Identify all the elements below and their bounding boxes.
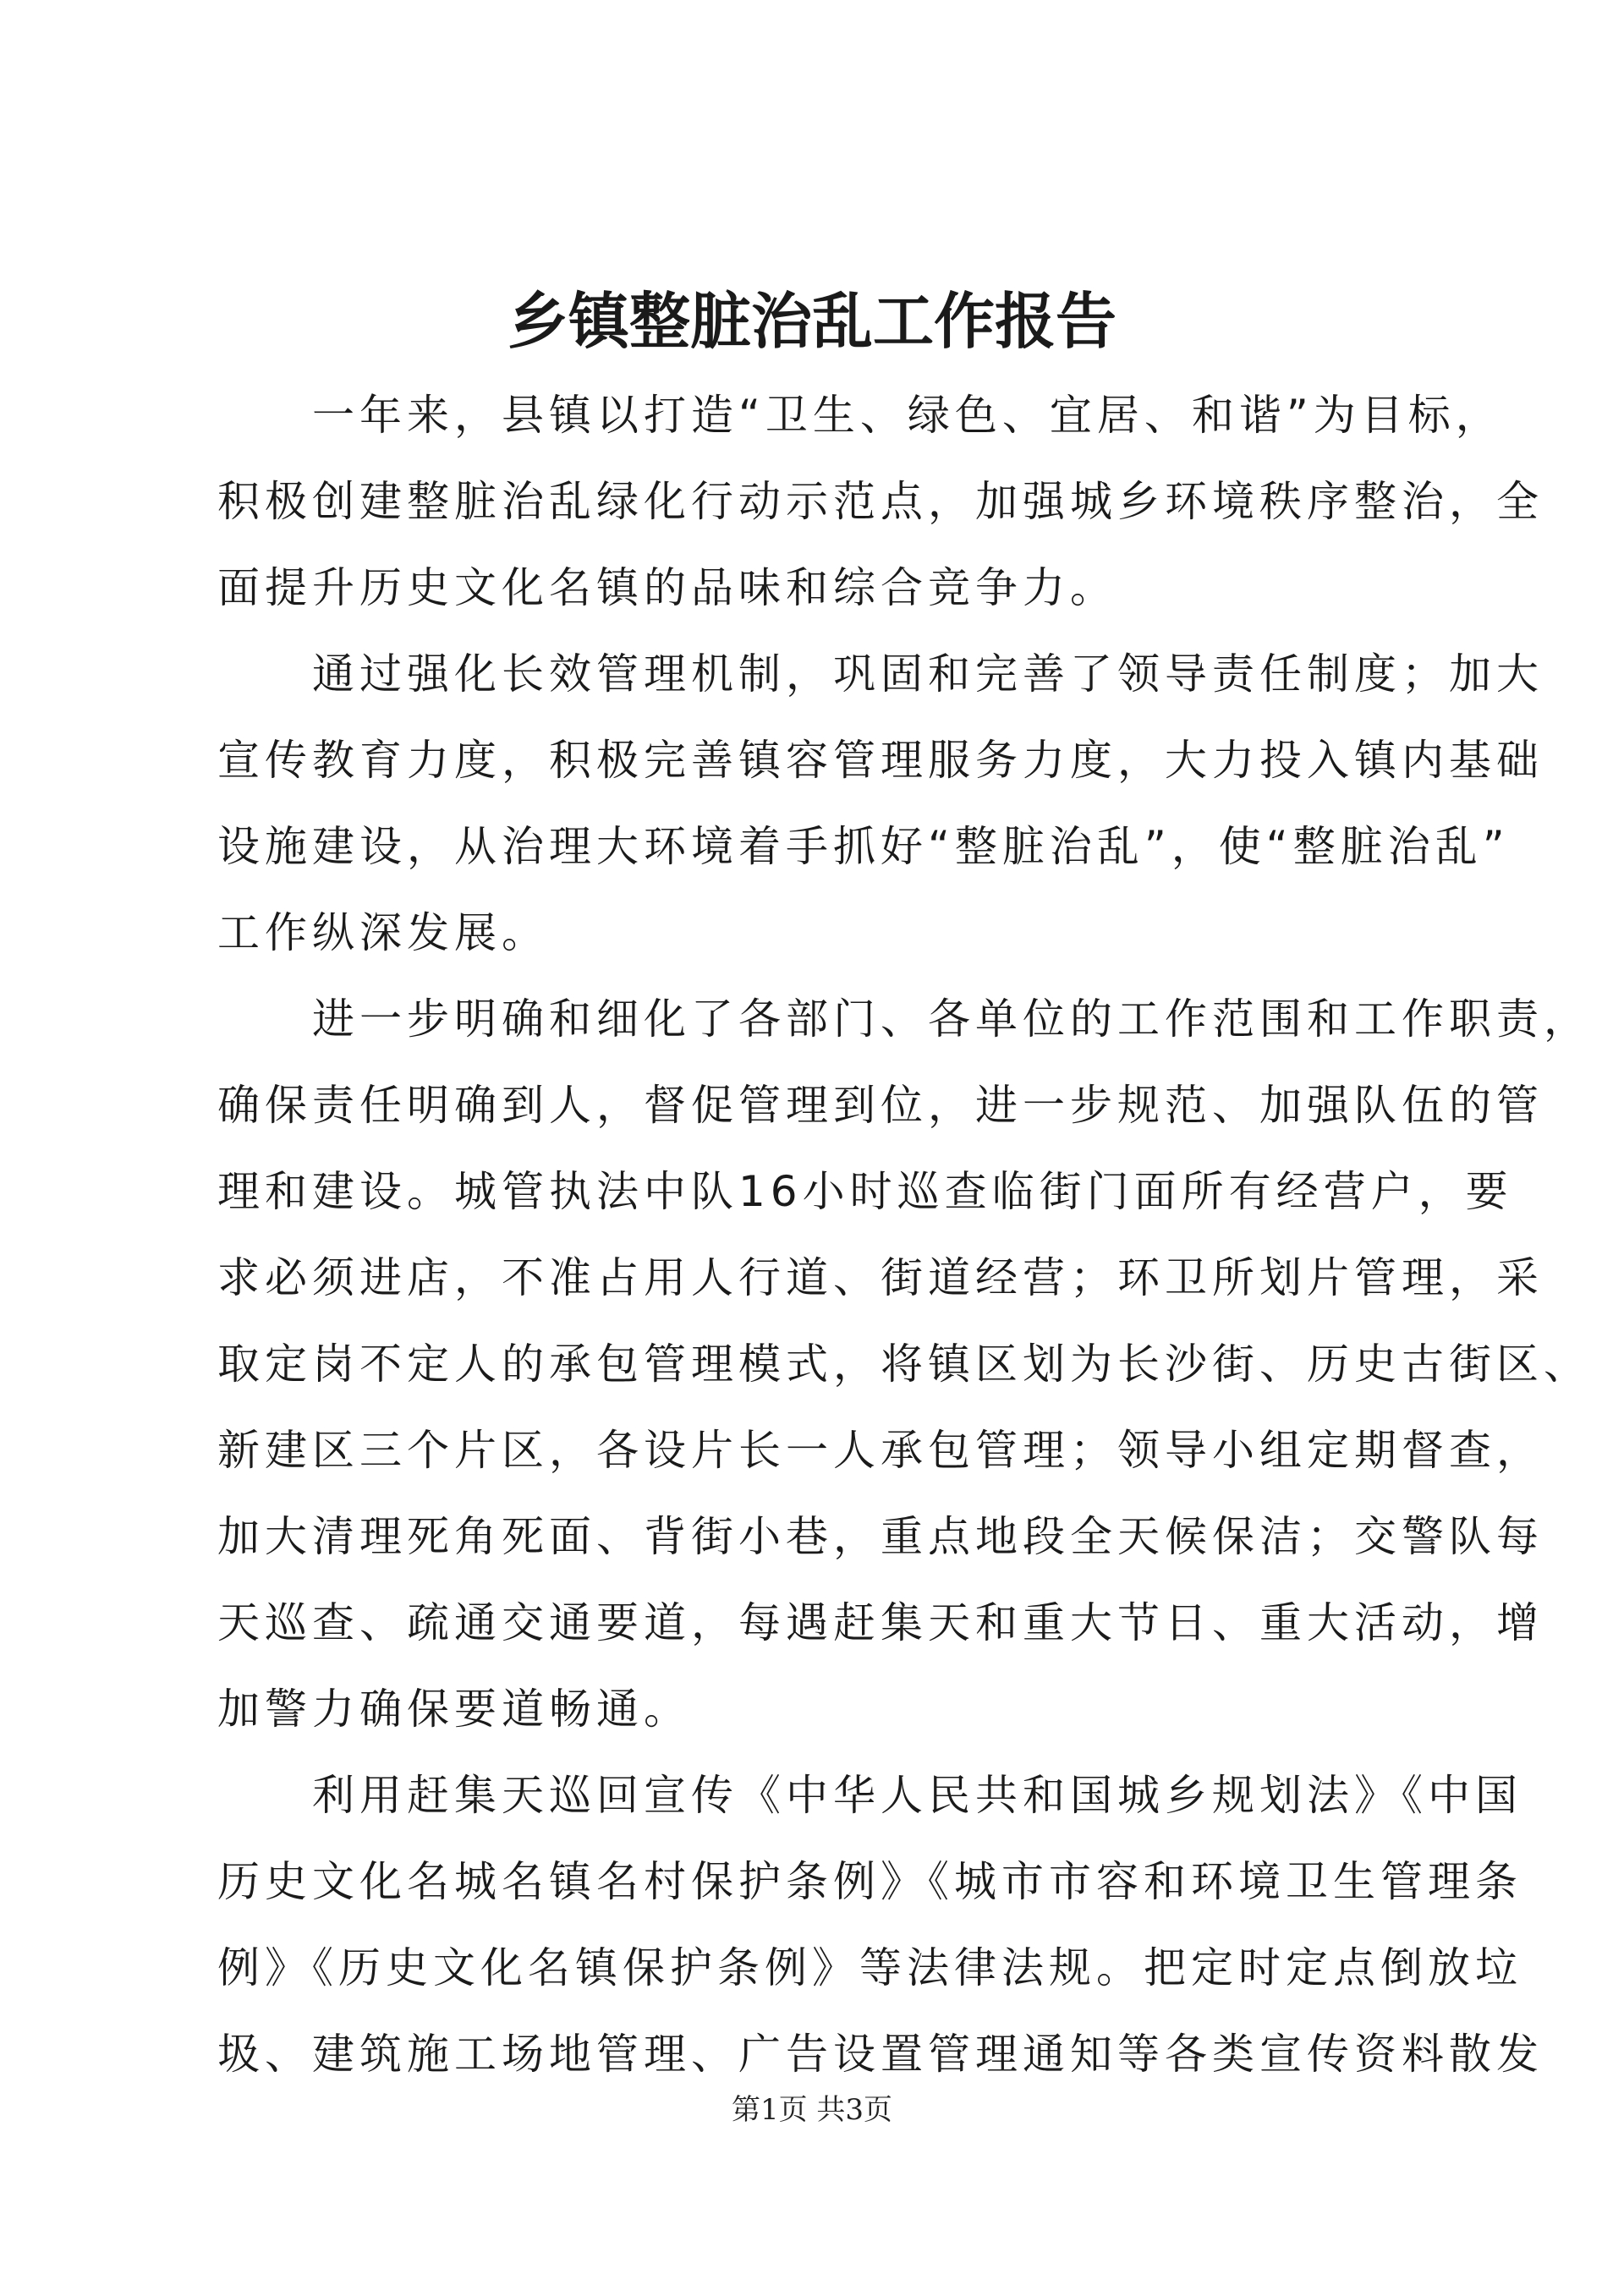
text-line: 加警力确保要道畅通。 — [217, 1685, 691, 1734]
text-line: 例》《历史文化名镇保护条例》等法律法规。把定时定点倒放垃 — [217, 1943, 1522, 1992]
paragraph-2 — [217, 631, 1544, 976]
text-line: 确保责任明确到人，督促管理到位，进一步规范、加强队伍的管 — [217, 1081, 1544, 1130]
text-line: 取定岗不定人的承包管理模式，将镇区划为长沙街、历史古街区、 — [217, 1340, 1591, 1389]
document-title: 乡镇整脏治乱工作报告 — [507, 285, 1116, 357]
text-line: 工作纵深发展。 — [217, 908, 549, 957]
text-line: 进一步明确和细化了各部门、各单位的工作范围和工作职责， — [217, 995, 1591, 1044]
text-line: 一年来，县镇以打造“卫生、绿色、宜居、和谐”为目标， — [217, 391, 1503, 440]
page-number-footer: 第1页 共3页 — [731, 2093, 893, 2127]
text-line: 理和建设。城管执法中队16小时巡查临街门面所有经营户，要 — [217, 1167, 1513, 1216]
paragraph-4 — [217, 1752, 1544, 2097]
text-line: 求必须进店，不准占用人行道、街道经营；环卫所划片管理，采 — [217, 1253, 1544, 1302]
document-body — [217, 372, 1591, 2097]
text-line: 利用赶集天巡回宣传《中华人民共和国城乡规划法》《中国 — [217, 1771, 1522, 1820]
text-line: 设施建设，从治理大环境着手抓好“整脏治乱”，使“整脏治乱” — [217, 822, 1510, 871]
text-line: 天巡查、疏通交通要道，每遇赶集天和重大节日、重大活动，增 — [217, 1598, 1544, 1647]
text-line: 加大清理死角死面、背街小巷，重点地段全天候保洁；交警队每 — [217, 1512, 1544, 1561]
paragraph-3 — [217, 976, 1591, 1752]
text-line: 新建区三个片区，各设片长一人承包管理；领导小组定期督查， — [217, 1426, 1544, 1475]
text-line: 面提升历史文化名镇的品味和综合竞争力。 — [217, 563, 1117, 612]
text-line: 圾、建筑施工场地管理、广告设置管理通知等各类宣传资料散发 — [217, 2030, 1544, 2079]
text-line: 宣传教育力度，积极完善镇容管理服务力度，大力投入镇内基础 — [217, 736, 1544, 785]
text-line: 通过强化长效管理机制，巩固和完善了领导责任制度；加大 — [217, 649, 1544, 699]
text-line: 历史文化名城名镇名村保护条例》《城市市容和环境卫生管理条 — [217, 1857, 1522, 1906]
text-line: 积极创建整脏治乱绿化行动示范点，加强城乡环境秩序整治，全 — [217, 477, 1544, 526]
paragraph-1 — [217, 372, 1544, 631]
